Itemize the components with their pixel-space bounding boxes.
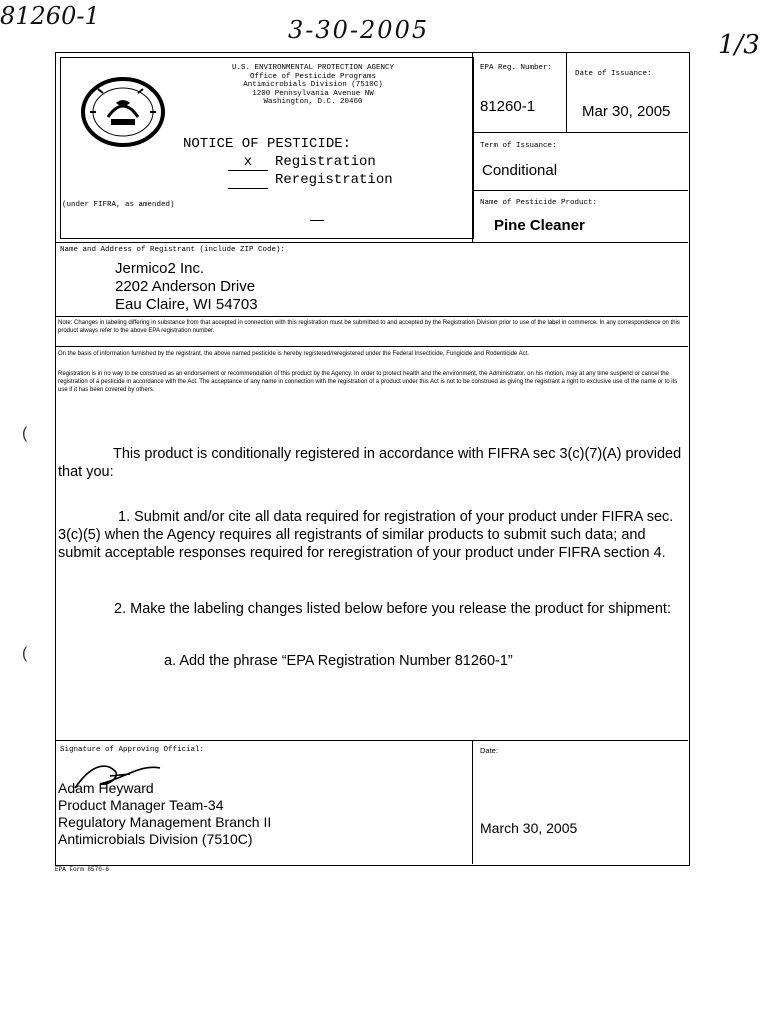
term-of-issuance: Conditional: [482, 162, 558, 179]
scan-mark: (: [22, 425, 28, 442]
product-name: Pine Cleaner: [494, 217, 585, 234]
condition-item-2a: a. Add the phrase “EPA Registration Number 81260-1”: [164, 653, 513, 669]
official-branch: Regulatory Management Branch II: [58, 814, 272, 830]
date-of-issuance: Mar 30, 2005: [582, 103, 671, 120]
registration-option: Registration: [275, 154, 376, 170]
basis-note: On the basis of information furnished by the registrant, the above named pesticide is hereby registered/reregistered under the Federal Insecticide, Fungicide and Rodenticide Act.: [58, 351, 529, 357]
notice-title: NOTICE OF PESTICIDE:: [183, 136, 352, 152]
signature-date-label: Date:: [480, 746, 498, 755]
date-of-issuance-label: Date of Issuance:: [575, 70, 652, 78]
division-name: Antimicrobials Division (7510C): [243, 81, 383, 89]
form-number: EPA Form 8570-6: [55, 866, 110, 873]
registrant-street: 2202 Anderson Drive: [115, 278, 256, 295]
signature-date: March 30, 2005: [480, 820, 578, 836]
city-address: Washington, D.C. 20460: [263, 98, 363, 106]
official-title: Product Manager Team-34: [58, 797, 224, 813]
term-of-issuance-label: Term of Issuance:: [480, 142, 557, 150]
condition-item-2: 2. Make the labeling changes listed below before you release the product for shipment:: [114, 601, 671, 617]
dash-mark: [310, 220, 324, 221]
scan-mark: (: [22, 645, 28, 662]
conditional-intro: This product is conditionally registered in accordance with FIFRA sec 3(c)(7)(A) provided that you:: [58, 446, 682, 480]
under-fifra-label: (under FIFRA, as amended): [62, 201, 175, 209]
registration-checkmark: x: [228, 154, 268, 171]
reregistration-checkbox: [228, 172, 268, 189]
epa-reg-number: 81260-1: [480, 98, 536, 115]
registrant-name: Jermico2 Inc.: [115, 260, 205, 277]
epa-seal-icon: [78, 75, 168, 150]
handwritten-page-fraction: 1/3: [718, 30, 760, 60]
official-name: Adam Heyward: [58, 780, 154, 796]
product-name-label: Name of Pesticide Product:: [480, 199, 598, 207]
labeling-note: Note: Changes in labeling differing in substance from that accepted in connection with this registration must be submitted to and accepted by the Registration Division prior to use of the label in commerce. In any correspondence on this product always refer to the above EPA registration number.: [58, 320, 680, 334]
agency-name: U.S. ENVIRONMENTAL PROTECTION AGENCY: [231, 64, 395, 72]
handwritten-date: 3-30-2005: [288, 16, 430, 44]
registrant-label: Name and Address of Registrant (include ZIP Code):: [60, 246, 286, 254]
office-name: Office of Pesticide Programs: [249, 72, 377, 81]
street-address: 1200 Pennsylvania Avenue NW: [252, 89, 374, 98]
signature-label: Signature of Approving Official:: [60, 746, 205, 754]
reregistration-option: Reregistration: [275, 172, 393, 188]
official-division: Antimicrobials Division (7510C): [58, 831, 253, 847]
epa-reg-number-label: EPA Reg. Number:: [480, 64, 553, 72]
condition-item-1: 1. Submit and/or cite all data required for registration of your product under FIFRA sec. 3(c)(5) when the Agency requires all registrants of similar products to submit such data; and submit acceptable responses required for reregistration of your product under FIFRA section 4.: [58, 509, 674, 561]
handwritten-file-number: 81260-1: [0, 2, 100, 30]
registrant-city: Eau Claire, WI 54703: [115, 296, 258, 313]
endorsement-note: Registration is in no way to be construed as an endorsement or recommendation of this product by the Agency. In order to protect health and the environment, the Administrator, on his motion, may at any time suspend or cancel the registration of a pesticide in accordance with the Act. The acceptance of any name in connection with the registration of a product under this Act is not to be construed as giving the registrant a right to exclusive use of the name or to its use if it has been covered by others.: [58, 371, 678, 393]
